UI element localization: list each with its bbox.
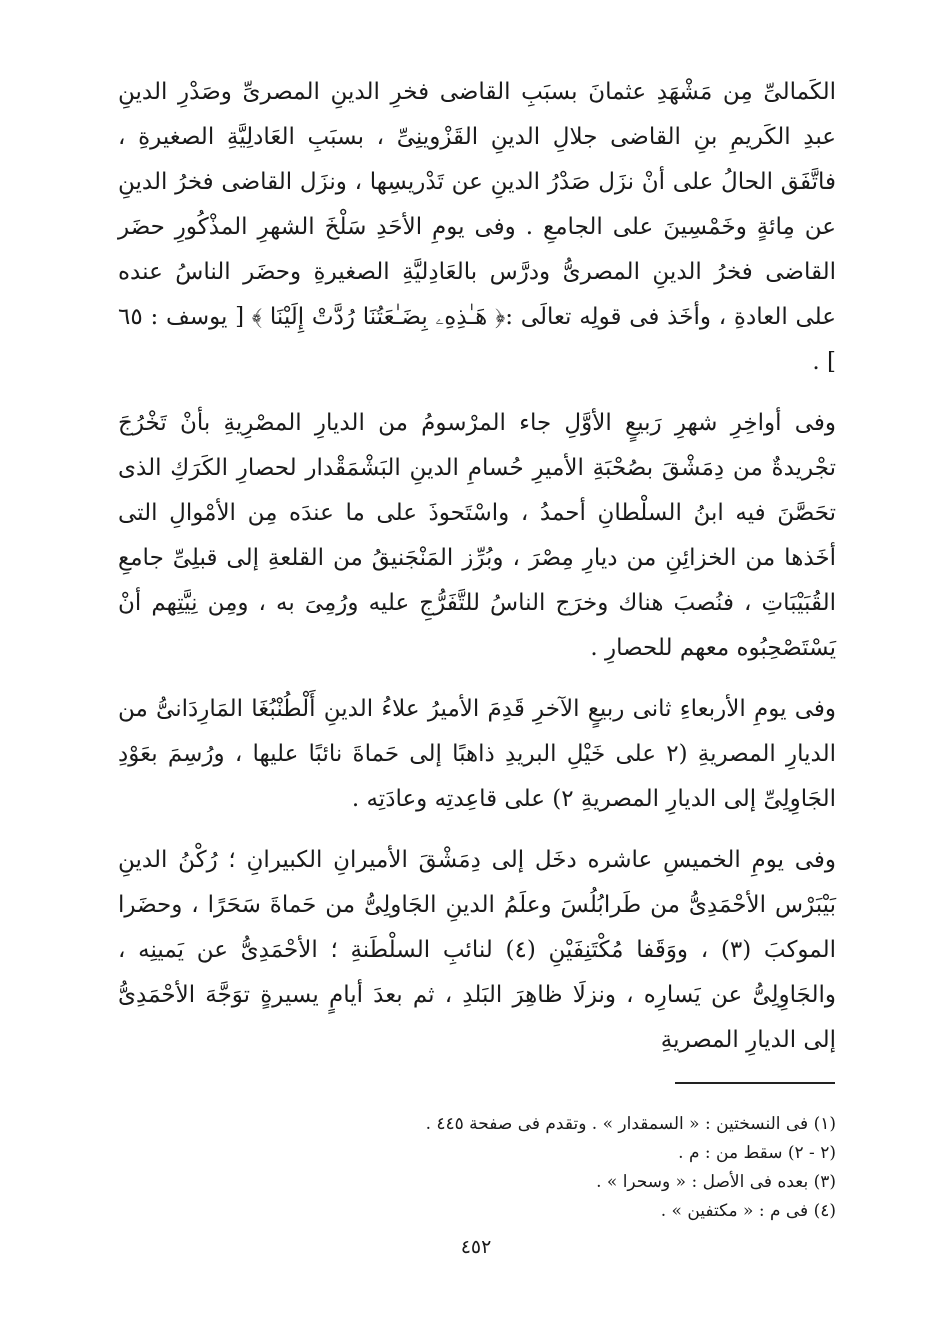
main-text [118,70,836,1063]
footnotes [118,1110,836,1226]
footnote-3: (٣) بعده فى الأصل : « وسحرا » . [596,1172,836,1192]
footnote-divider [675,1082,835,1084]
footnote-2: (٢ - ٢) سقط من : م . [678,1143,836,1163]
paragraph-3: وفى يومِ الأربعاءِ ثانى ربيعٍ الآخرِ قَدِمَ الأميرُ علاءُ الدينِ أَلْطُنْبُغَا المَارِدَانىُّ من الديارِ المصريةِ (٢ على خَيْلِ البريدِ ذاهبًا إلى حَماةَ نائبًا عليها ، ورُسِمَ بعَوْدِ الجَاوِلِىِّ إلى الديارِ المصريةِ ٢) على قاعِدتِه وعادَتِه . [118,696,836,812]
footnote-1: (١) فى النسختين : « السمقدار » . وتقدم فى صفحة ٤٤٥ . [425,1114,836,1134]
paragraph-4: وفى يومِ الخميسِ عاشره دخَل إلى دِمَشْقَ الأميرانِ الكبيرانِ ؛ رُكْنُ الدينِ بَيْبَرْس الأحْمَدِىُّ من طَرابُلُسَ وعلَمُ الدينِ الجَاولِىُّ من حَماةَ سَحَرًا ، وحضَرا الموكبَ (٣) ، ووَقَفا مُكْتَنِفَيْنِ (٤) لنائبِ السلْطَنةِ ؛ الأحْمَدِىُّ عن يَمينِه ، والجَاوِلِىُّ عن يَسارِه ، ونزلَا ظاهِرَ البَلدِ ، ثم بعدَ أيامٍ يسيرةٍ توَجَّهَ الأحْمَدِىُّ إلى الديارِ المصريةِ [118,847,836,1053]
footnote-4: (٤) فى م : « مكتفين » . [660,1201,836,1221]
paragraph-2: وفى أواخِرِ شهرِ رَبيعٍ الأوَّلِ جاء المرْسومُ من الديارِ المصْرِيةِ بأنْ تَخْرُجَ تجْريدةٌ من دِمَشْقَ بصُحْبَةِ الأميرِ حُسامِ الدينِ البَشْمَقْدار لحصارِ الكَرَكِ الذى تحَصَّنَ فيه ابنُ السلْطانِ أحمدُ ، واسْتَحوذَ على ما عندَه مِن الأمْوالِ التى أخَذها من الخزائِنِ من ديارِ مِصْرَ ، وبُرِّز المَنْجَنيقُ من القلعةِ إلى قبلِىِّ جامعِ القُبَيْبَاتِ ، فنُصبَ هناك وخرَج الناسُ للتَّفَرُّجِ عليه ورُمِىَ به ، ومِن نِيَّتِهم أنْ يَسْتَصْحِبُوه معهم للحصارِ . [118,410,836,661]
paragraph-1: الكَمالىِّ مِن مَشْهَدِ عثمانَ بسبَبِ القاضى فخرِ الدينِ المصرىِّ وصَدْرِ الدينِ عبدِ الكَريمِ بنِ القاضى جلالِ الدينِ القَزْوينِىِّ ، بسبَبِ العَادلِيَّةِ الصغيرةِ ، فاتَّفَق الحالُ على أنْ نزَل صَدْرُ الدينِ عن تَدْريسِها ، ونزَل القاضى فخرُ الدينِ عن مِائةٍ وخَمْسِينَ على الجامعِ . وفى يومِ الأحَدِ سَلْخَ الشهرِ المذْكُورِ حضَر القاضى فخرُ الدينِ المصرىُّ ودرَّس بالعَادِليَّةِ الصغيرةِ وحضَر الناسُ عنده على العادةِ ، وأخَذ فى قولِه تعالَى :﴿ هَـٰذِهِۦ بِضَـٰعَتُنَا رُدَّتْ إِلَيْنَا ﴾ [ يوسف : ٦٥ ] . [118,79,836,375]
page-number: ٤٥٢ [460,1236,492,1258]
